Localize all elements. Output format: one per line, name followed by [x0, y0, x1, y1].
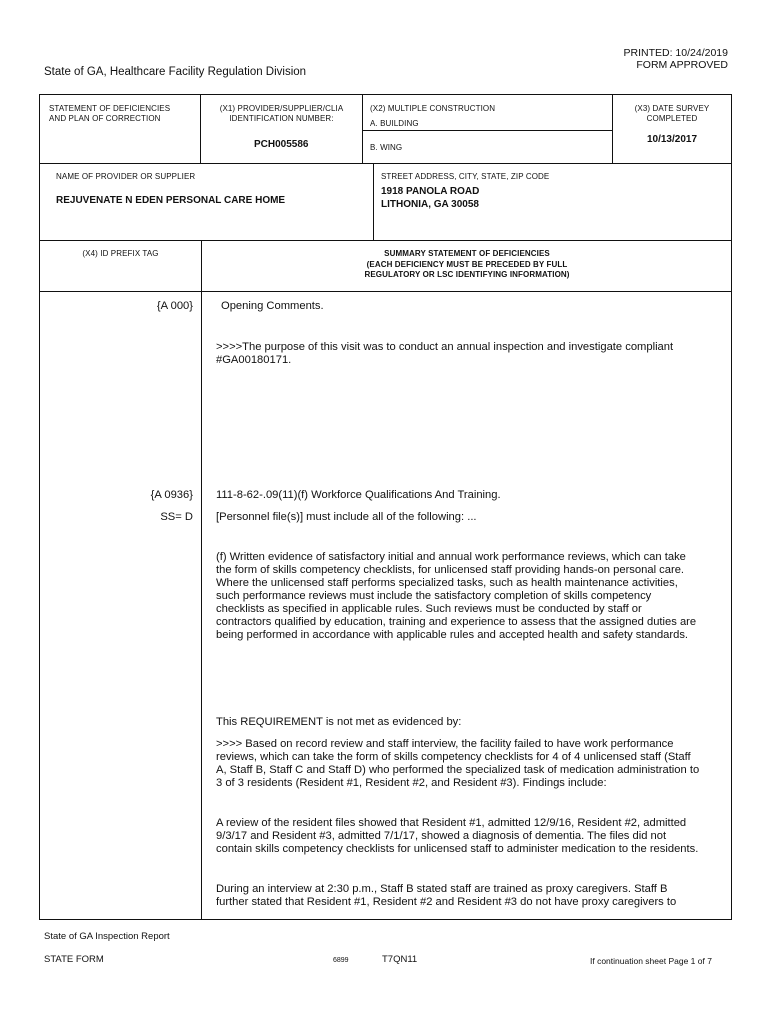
tag-a000: {A 000}: [156, 300, 193, 312]
provider-name-label: NAME OF PROVIDER OR SUPPLIER: [56, 172, 196, 181]
survey-date: 10/13/2017: [646, 134, 698, 145]
review-paragraph: A review of the resident files showed that Resident #1, admitted 12/9/16, Resident #2, admitted 9/3/17 and Resident #3, admitted 7/1/17, showed a diagnosis of dementia. The files did not contain skills competency checklists for unlicensed staff to administer medication to the residents.: [216, 817, 699, 855]
summary-header: SUMMARY STATEMENT OF DEFICIENCIES (EACH DEFICIENCY MUST BE PRECEDED BY FULL REGULATORY OR LSC IDENTIFYING INFORMATION): [364, 249, 570, 279]
x3-label: (X3) DATE SURVEY COMPLETED: [634, 104, 710, 123]
rule-title: 111-8-62-.09(11)(f) Workforce Qualifications And Training.: [216, 489, 501, 501]
divider-row1: [39, 163, 732, 164]
form-number: 6899: [333, 957, 349, 964]
findings-paragraph: >>>> Based on record review and staff interview, the facility failed to have work performance reviews, which can take the form of skills competency checklists for 4 of 4 unlicensed staff (Staff A, Staff B, Staff C and Staff D) who performed the specialized task of medication administration to 3 of 3 residents (Resident #1, Resident #2, and Resident #3). Findings include:: [216, 738, 700, 789]
provider-id: PCH005586: [254, 139, 309, 150]
continuation-note: If continuation sheet Page 1 of 7: [590, 956, 712, 966]
statement-label: STATEMENT OF DEFICIENCIES AND PLAN OF CORRECTION: [49, 104, 171, 123]
opening-title: Opening Comments.: [221, 300, 324, 312]
divider-row3: [39, 291, 732, 292]
address-line2: LITHONIA, GA 30058: [381, 199, 479, 210]
deficiency-form: [39, 94, 732, 920]
agency-title: State of GA, Healthcare Facility Regulation Division: [44, 66, 307, 78]
divider-col-address: [373, 163, 374, 240]
x2-wing: B. WING: [370, 143, 403, 152]
opening-paragraph: >>>>The purpose of this visit was to conduct an annual inspection and investigate compliant #GA00180171.: [216, 341, 674, 366]
tag-a0936: {A 0936}: [150, 489, 193, 501]
provider-name: REJUVENATE N EDEN PERSONAL CARE HOME: [56, 195, 286, 206]
x1-label: (X1) PROVIDER/SUPPLIER/CLIA IDENTIFICATION NUMBER:: [219, 104, 344, 123]
rule-personnel: [Personnel file(s)] must include all of the following: ...: [216, 511, 477, 523]
tag-severity: SS= D: [160, 511, 193, 523]
form-approved: FORM APPROVED: [636, 59, 728, 71]
address-line1: 1918 PANOLA ROAD: [381, 186, 480, 197]
divider-col-x1: [200, 94, 201, 163]
interview-paragraph: During an interview at 2:30 p.m., Staff B stated staff are trained as proxy caregivers. Staff B further stated that Resident #1, Resident #2 and Resident #3 do not have proxy caregivers to: [216, 883, 677, 908]
event-id: T7QN11: [382, 954, 418, 965]
address-label: STREET ADDRESS, CITY, STATE, ZIP CODE: [381, 172, 550, 181]
divider-col-x3: [612, 94, 613, 163]
divider-wing: [362, 130, 612, 131]
report-name: State of GA Inspection Report: [44, 931, 170, 942]
x4-label: (X4) ID PREFIX TAG: [82, 249, 159, 258]
x2-label: (X2) MULTIPLE CONSTRUCTION: [370, 104, 496, 113]
rule-f-paragraph: (f) Written evidence of satisfactory initial and annual work performance reviews, which can take the form of skills competency checklists, for unlicensed staff providing hands-on personal care. Where the unlicensed staff performs specialized tasks, such as health maintenance activities, such performance reviews must include the satisfactory completion of skills competency checklists as specified in applicable rules. Such reviews must be conducted by staff or contractors qualified by education, training and experience to assess that the assigned duties are being performed in accordance with applicable rules and accepted health and safety standards.: [216, 551, 697, 641]
x2-building: A. BUILDING: [370, 119, 419, 128]
not-met-statement: This REQUIREMENT is not met as evidenced by:: [216, 716, 462, 728]
divider-col-x2: [362, 94, 363, 163]
print-header: [624, 47, 728, 71]
divider-row2: [39, 240, 732, 241]
state-form-label: STATE FORM: [44, 954, 104, 965]
printed-date: PRINTED: 10/24/2019: [623, 47, 728, 59]
divider-col-tag: [201, 240, 202, 920]
